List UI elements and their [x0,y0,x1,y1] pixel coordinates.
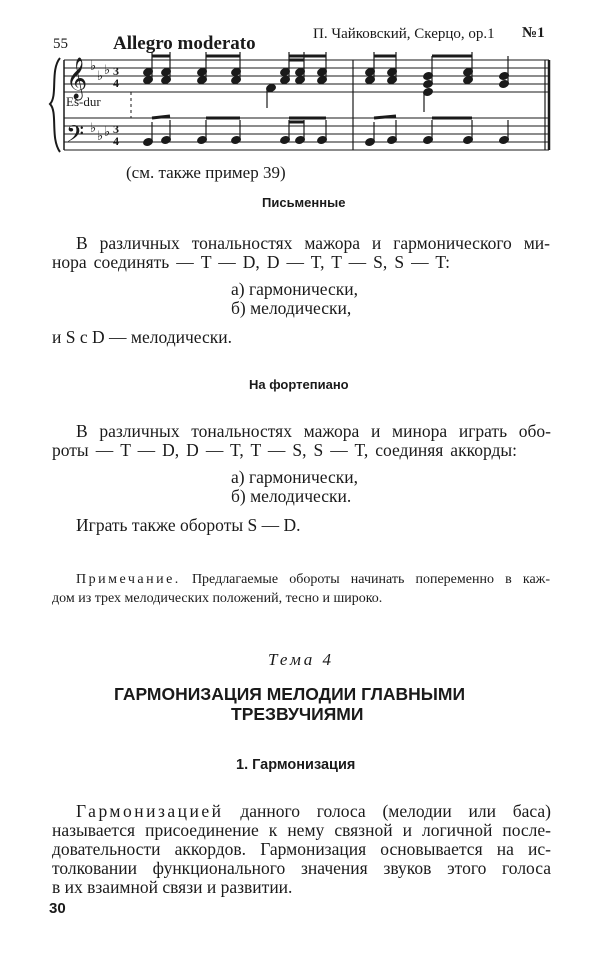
svg-text:𝄢: 𝄢 [66,122,85,153]
page-number: 30 [49,900,66,917]
section-heading-piano: На фортепиано [249,377,349,392]
example-number: 55 [53,36,68,52]
piano-item-b: б) мелодически. [231,486,352,506]
note-line-1 [76,572,550,588]
music-score [0,40,592,200]
key-label: Es-dur [66,94,101,109]
piano-para-line-1: В различных тональностях мажора и минора играть обо- [76,421,551,441]
section-heading-written: Письменные [262,195,346,210]
bass-beam [152,116,170,118]
definition-line-1-text: данного голоса (мелодии или баса) [240,801,551,821]
svg-text:♭: ♭ [97,68,104,83]
score-caption: (см. также пример 39) [126,163,286,182]
note-line-2: дом из трех мелодических положений, тесно и широко. [52,591,383,606]
svg-text:♭: ♭ [97,128,104,143]
subsection-heading: 1. Гармонизация [236,757,356,773]
note-label: Примечание. [76,572,181,587]
theme-title-line-1: ГАРМОНИЗАЦИЯ МЕЛОДИИ ГЛАВНЫМИ [114,684,466,704]
composer-reference: П. Чайковский, Скерцо, ор.1 [313,26,495,42]
theme-label: Тема 4 [268,650,335,669]
tempo-marking: Allegro moderato [113,33,256,54]
svg-text:♭: ♭ [104,62,111,77]
definition-line-3: довательности аккордов. Гармонизация основывается на ис- [52,839,551,859]
svg-text:𝄞: 𝄞 [66,58,88,98]
svg-text:3: 3 [113,122,119,136]
written-para-line-1: В различных тональностях мажора и гармонического ми- [76,233,550,253]
written-tail: и S с D — мелодически. [52,327,232,347]
svg-text:♭: ♭ [104,124,111,139]
svg-text:♭: ♭ [90,120,97,135]
piece-number: №1 [522,25,545,41]
svg-text:4: 4 [113,134,119,148]
written-item-a: а) гармонически, [231,279,358,299]
time-sig-bottom: 4 [113,76,119,90]
bass-beam [374,116,396,118]
piano-extra: Играть также обороты S — D. [76,515,301,535]
piano-para-line-2: роты — T — D, D — T, T — S, S — T, соединяя аккорды: [52,440,517,460]
theme-title-line-2: ТРЕЗВУЧИЯМИ [231,704,364,724]
definition-term: Гармонизацией [76,801,224,821]
written-item-b: б) мелодически, [231,298,352,318]
written-para-line-2: нора соединять — T — D, D — T, T — S, S — T: [52,252,450,272]
definition-line-1 [76,801,551,822]
definition-line-4: толковании функционального значения звуков этого голоса [52,858,551,878]
definition-line-2: называется присоединение к нему связной и логичной после- [52,820,551,840]
note-line-1-text: Предлагаемые обороты начинать попеременно в каж- [191,572,550,587]
piano-item-a: а) гармонически, [231,467,358,487]
svg-text:♭: ♭ [90,58,97,73]
definition-line-5: в их взаимной связи и развитии. [52,877,293,897]
time-sig-top: 3 [113,64,119,78]
